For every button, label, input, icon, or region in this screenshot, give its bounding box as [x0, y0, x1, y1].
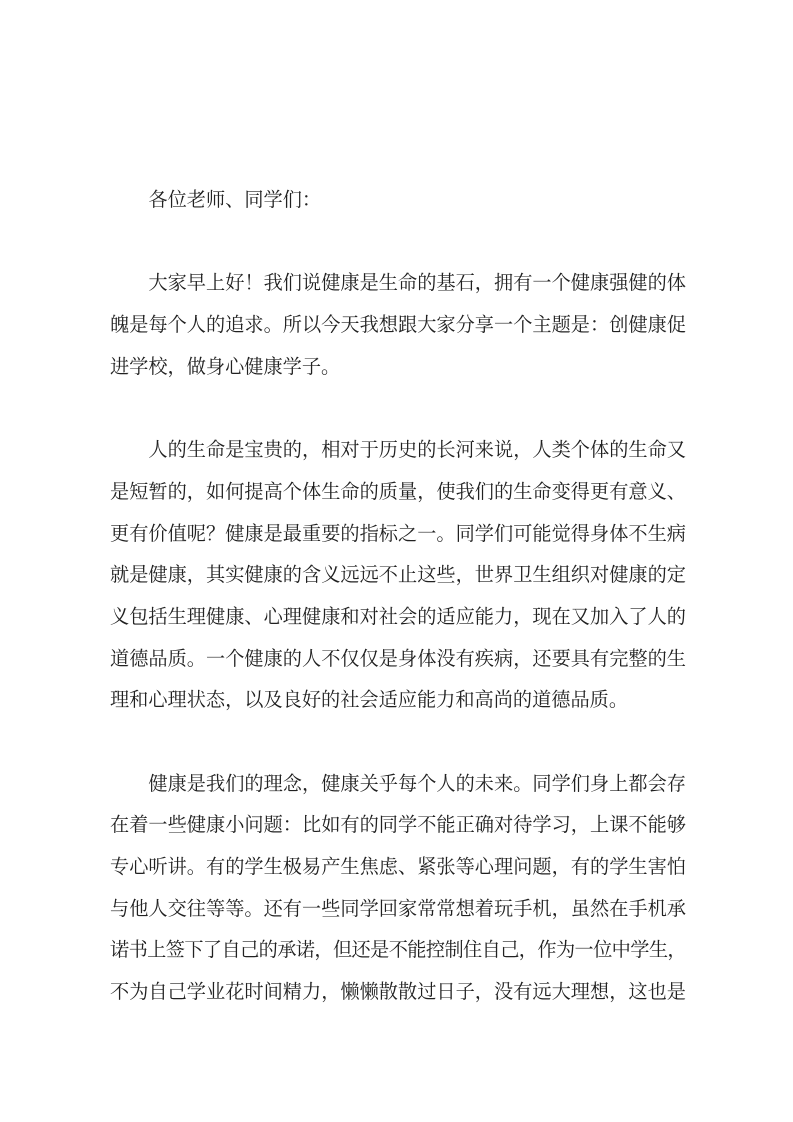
text-line: 专心听讲。有的学生极易产生焦虑、紧张等心理问题，有的学生害怕	[110, 857, 686, 878]
text-line: 不为自己学业花时间精力，懒懒散散过日子，没有远大理想，这也是	[110, 982, 686, 1004]
text-line: 魄是每个人的追求。所以今天我想跟大家分享一个主题是：创健康促	[110, 315, 686, 337]
text-line: 进学校，做身心健康学子。	[110, 356, 341, 378]
paragraph-greeting-and-theme	[110, 263, 686, 388]
text-line: 是短暂的，如何提高个体生命的质量，使我们的生命变得更有意义、	[110, 481, 686, 503]
text-line: 更有价值呢？健康是最重要的指标之一。同学们可能觉得身体不生病	[110, 523, 686, 545]
paragraph-health-problems	[110, 764, 686, 1014]
paragraph-health-definition	[110, 430, 686, 722]
text-line: 在着一些健康小问题：比如有的同学不能正确对待学习，上课不能够	[110, 815, 686, 837]
text-line: 理和心理状态，以及良好的社会适应能力和高尚的道德品质。	[110, 690, 629, 712]
text-line: 各位老师、同学们：	[148, 190, 322, 211]
text-line: 与他人交往等等。还有一些同学回家常常想着玩手机，虽然在手机承	[110, 898, 686, 920]
text-line: 义包括生理健康、心理健康和对社会的适应能力，现在又加入了人的	[110, 606, 686, 628]
text-line: 就是健康，其实健康的含义远远不止这些，世界卫生组织对健康的定	[110, 565, 686, 587]
text-line: 人的生命是宝贵的，相对于历史的长河来说，人类个体的生命又	[148, 440, 686, 462]
text-line: 大家早上好！我们说健康是生命的基石，拥有一个健康强健的体	[148, 273, 686, 295]
text-line: 健康是我们的理念，健康关乎每个人的未来。同学们身上都会存	[148, 773, 686, 795]
paragraph-salutation	[110, 180, 686, 222]
text-line: 诺书上签下了自己的承诺，但还是不能控制住自己，作为一位中学生，	[110, 940, 686, 962]
text-line: 道德品质。一个健康的人不仅仅是身体没有疾病，还要具有完整的生	[110, 648, 686, 670]
